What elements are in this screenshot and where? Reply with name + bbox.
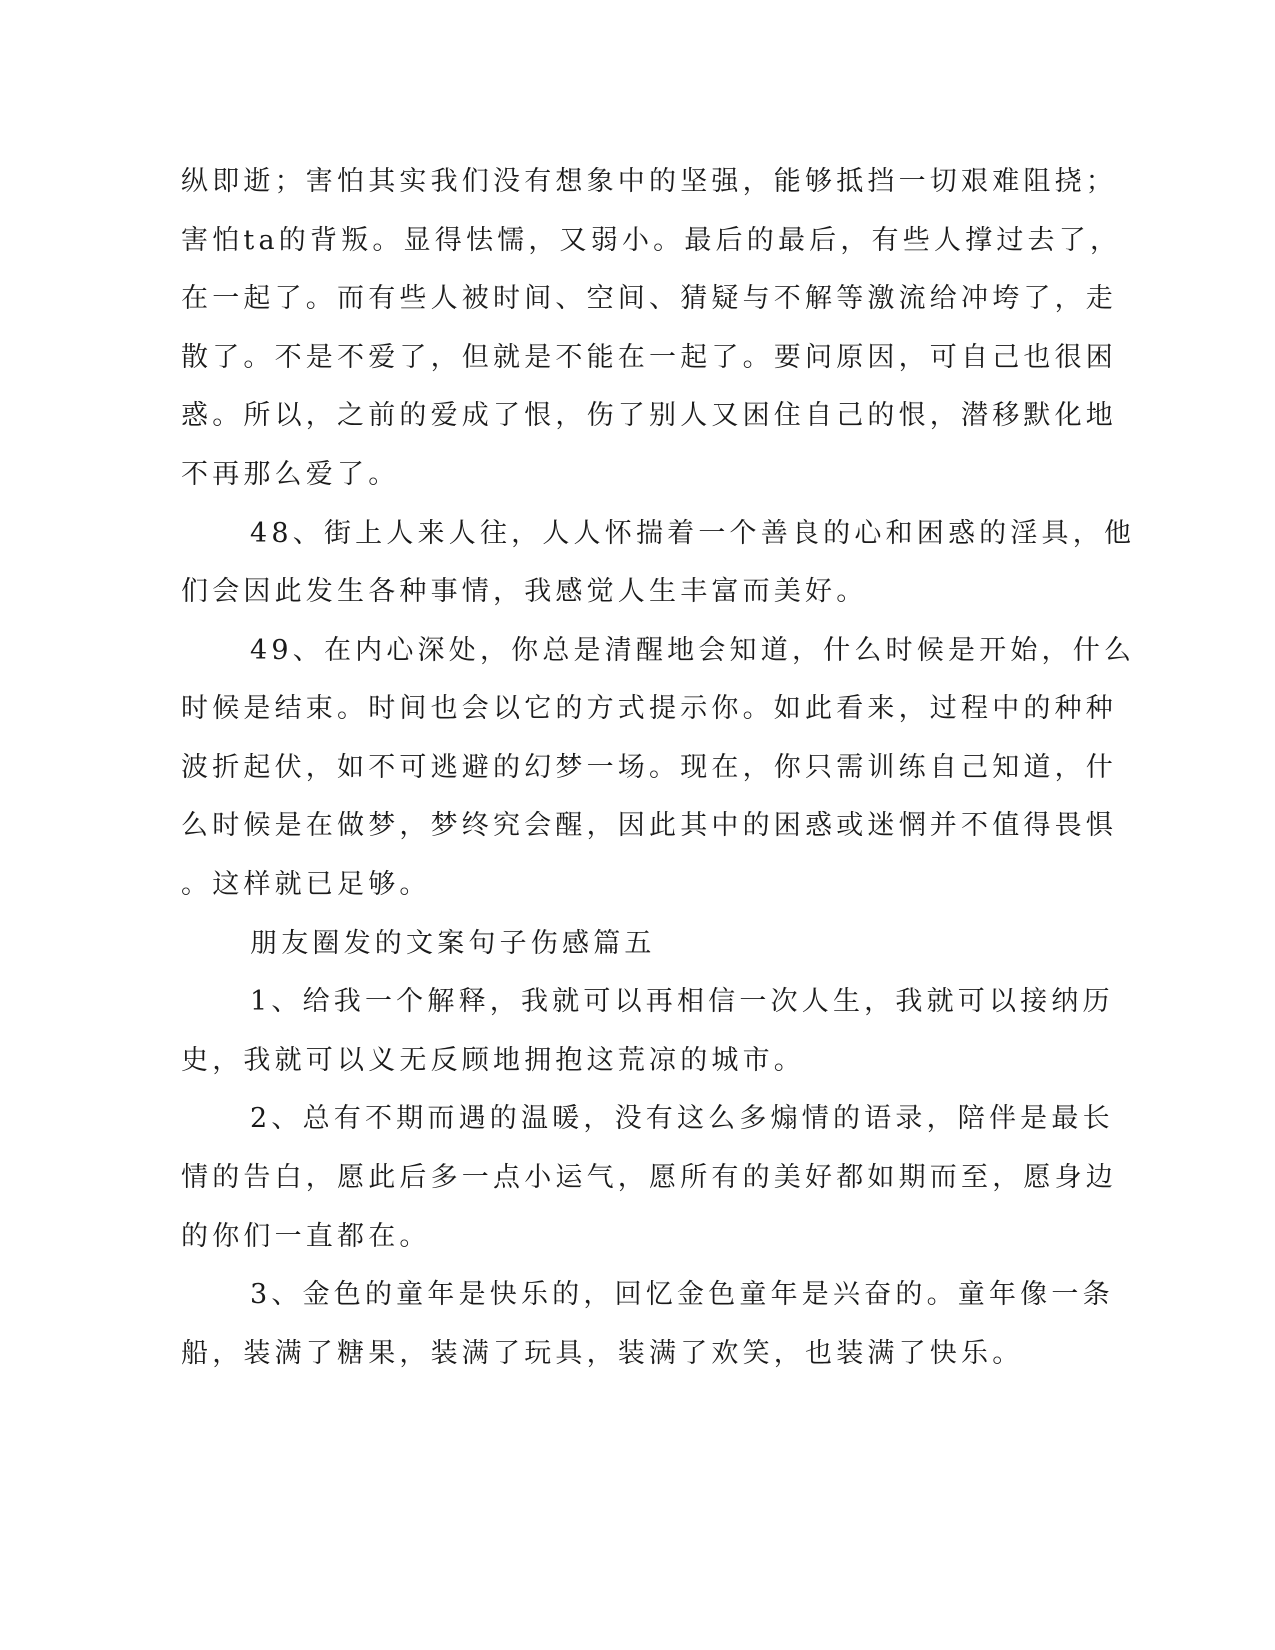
line-text: 48、街上人来人往，人人怀揣着一个善良的心和困惑的淫具，他 bbox=[250, 518, 1136, 549]
line-text: 2、总有不期而遇的温暖，没有这么多煽情的语录，陪伴是最长 bbox=[250, 1103, 1114, 1134]
text-line bbox=[0, 396, 1275, 436]
line-text: 在一起了。而有些人被时间、空间、猜疑与不解等激流给冲垮了，走 bbox=[181, 283, 1117, 314]
text-line bbox=[0, 982, 1275, 1022]
text-line bbox=[0, 1099, 1275, 1139]
line-text: 1、给我一个解释，我就可以再相信一次人生，我就可以接纳历 bbox=[250, 986, 1114, 1017]
line-text: 不再那么爱了。 bbox=[181, 459, 400, 490]
line-text: 散了。不是不爱了，但就是不能在一起了。要问原因，可自己也很困 bbox=[181, 342, 1117, 373]
text-line bbox=[0, 865, 1275, 905]
line-text: 波折起伏，如不可逃避的幻梦一场。现在，你只需训练自己知道，什 bbox=[181, 752, 1117, 783]
text-line bbox=[0, 806, 1275, 846]
line-text: 的你们一直都在。 bbox=[181, 1221, 431, 1252]
text-line bbox=[0, 572, 1275, 612]
line-text: 时候是结束。时间也会以它的方式提示你。如此看来，过程中的种种 bbox=[181, 693, 1117, 724]
section-heading-text: 朋友圈发的文案句子伤感篇五 bbox=[250, 928, 656, 959]
text-line bbox=[0, 455, 1275, 495]
line-text: 么时候是在做梦，梦终究会醒，因此其中的困惑或迷惘并不值得畏惧 bbox=[181, 810, 1117, 841]
line-text: 们会因此发生各种事情，我感觉人生丰富而美好。 bbox=[181, 576, 868, 607]
line-text: 史，我就可以义无反顾地拥抱这荒凉的城市。 bbox=[181, 1045, 805, 1076]
line-text: 情的告白，愿此后多一点小运气，愿所有的美好都如期而至，愿身边 bbox=[181, 1162, 1117, 1193]
line-text: 。这样就已足够。 bbox=[181, 869, 431, 900]
line-text: 纵即逝；害怕其实我们没有想象中的坚强，能够抵挡一切艰难阻挠； bbox=[181, 166, 1117, 197]
text-line bbox=[0, 1158, 1275, 1198]
line-text: 惑。所以，之前的爱成了恨，伤了别人又困住自己的恨，潜移默化地 bbox=[181, 400, 1117, 431]
text-line bbox=[0, 514, 1275, 554]
text-line bbox=[0, 221, 1275, 261]
line-text: 3、金色的童年是快乐的，回忆金色童年是兴奋的。童年像一条 bbox=[250, 1279, 1114, 1310]
text-line bbox=[0, 1217, 1275, 1257]
text-line bbox=[0, 279, 1275, 319]
text-line bbox=[0, 631, 1275, 671]
line-text: 49、在内心深处，你总是清醒地会知道，什么时候是开始，什么 bbox=[250, 635, 1136, 666]
text-line bbox=[0, 748, 1275, 788]
text-line bbox=[0, 338, 1275, 378]
text-line bbox=[0, 1275, 1275, 1315]
line-text: 船，装满了糖果，装满了玩具，装满了欢笑，也装满了快乐。 bbox=[181, 1338, 1024, 1369]
line-text: 害怕ta的背叛。显得怯懦，又弱小。最后的最后，有些人撑过去了， bbox=[181, 225, 1122, 256]
section-heading bbox=[0, 924, 1275, 964]
text-line bbox=[0, 689, 1275, 729]
text-line bbox=[0, 162, 1275, 202]
text-line bbox=[0, 1334, 1275, 1374]
text-line bbox=[0, 1041, 1275, 1081]
